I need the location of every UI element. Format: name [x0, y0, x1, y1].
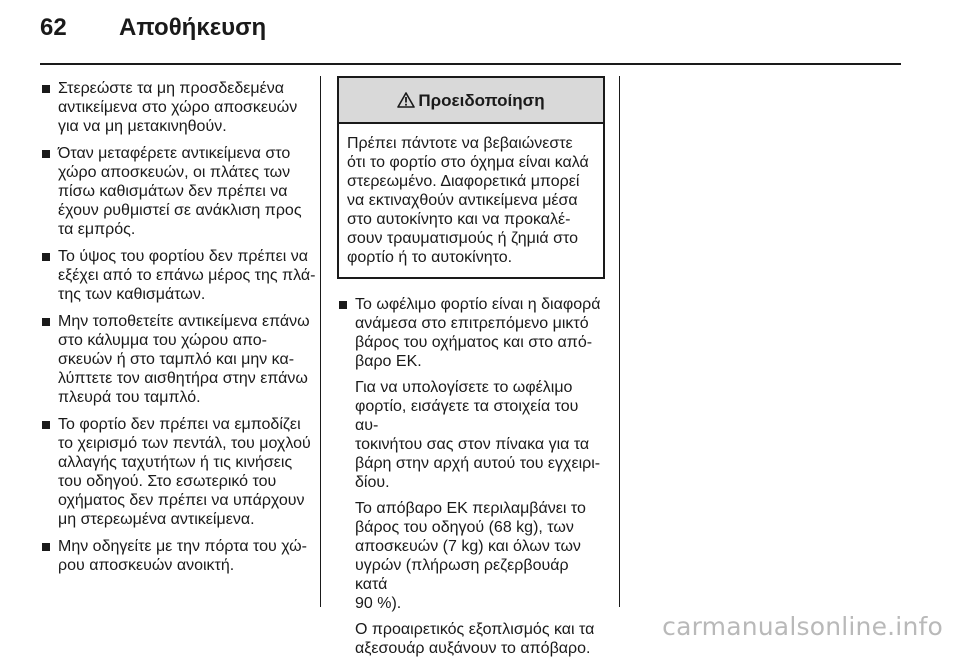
warning-text: Πρέπει πάντοτε να βεβαιώνεστε ότι το φορτίο στο όχημα είναι καλά στερεωμένο. Διαφορετικά μπορεί να εκτιναχθούν αντικείμενα μέσα στο αυτοκίνητο και να προκαλέ- σουν τραυματισμούς ή ζημιά στο φορτίο ή το αυτοκίνητο. [347, 135, 589, 266]
list-item: Μην οδηγείτε με την πόρτα του χώ- ρου αποσκευών ανοικτή. [40, 537, 320, 575]
page-number: 62 [40, 14, 67, 41]
bullet-square-icon [42, 85, 50, 93]
bullet-square-icon [339, 301, 347, 309]
warning-header [339, 78, 603, 124]
bullet-list [40, 79, 320, 575]
list-item: Το ύψος του φορτίου δεν πρέπει να εξέχει από το επάνω μέρος της πλά- της των καθισμάτων. [40, 247, 320, 304]
bullet-square-icon [42, 150, 50, 158]
column-divider [320, 76, 321, 607]
page-header [0, 0, 960, 60]
warning-box [337, 76, 605, 279]
paragraph: Το απόβαρο ΕΚ περιλαμβάνει το βάρος του οδηγού (68 kg), των αποσκευών (7 kg) και όλων των υγρών (πλήρωση ρεζερβουάρ κατά 90 %). [355, 500, 586, 612]
bullet-square-icon [42, 543, 50, 551]
list-item: Το ωφέλιμο φορτίο είναι η διαφορά ανάμεσα στο επιτρεπόμενο μικτό βάρος του οχήματος και στο από- βαρο ΕΚ. Για να υπολογίσετε το ωφέλιμο φορτίο, εισάγετε τα στοιχεία του αυ- τοκινήτου σας στον πίνακα για τα βάρη στην αρχή αυτού του εγχειρι- δίου. Το απόβαρο ΕΚ περιλαμβάνει το βάρος του οδηγού (68 kg), των αποσκευών (7 kg) και όλων των υγρών (πλήρωση ρεζερβουάρ κατά 90 %). Ο προαιρετικός εξοπλισμός και τα αξεσουάρ αυξάνουν το απόβαρο. [337, 295, 605, 658]
left-column [40, 79, 320, 583]
middle-column [337, 76, 605, 666]
warning-triangle-icon [397, 92, 415, 108]
bullet-square-icon [42, 318, 50, 326]
paragraph: Ο προαιρετικός εξοπλισμός και τα αξεσουάρ αυξάνουν το απόβαρο. [355, 621, 595, 657]
watermark: carmanualsonline.info [662, 612, 943, 641]
list-item: Όταν μεταφέρετε αντικείμενα στο χώρο αποσκευών, οι πλάτες των πίσω καθισμάτων δεν πρέπει να έχουν ρυθμιστεί σε ανάκλιση προς τα εμπρός. [40, 144, 320, 239]
page-title: Αποθήκευση [119, 14, 267, 41]
list-item: Μην τοποθετείτε αντικείμενα επάνω στο κάλυμμα του χώρου απο- σκευών ή στο ταμπλό και μην κα- λύπτετε τον αισθητήρα στην επάνω πλευρά του ταμπλό. [40, 312, 320, 407]
payload-section [337, 295, 605, 658]
list-item: Στερεώστε τα μη προσδεδεμένα αντικείμενα στο χώρο αποσκευών για να μη μετακινηθούν. [40, 79, 320, 136]
bullet-square-icon [42, 421, 50, 429]
column-divider [619, 76, 620, 607]
bullet-square-icon [42, 253, 50, 261]
header-divider [40, 63, 901, 65]
warning-title: Προειδοποίηση [418, 90, 545, 110]
paragraph: Για να υπολογίσετε το ωφέλιμο φορτίο, εισάγετε τα στοιχεία του αυ- τοκινήτου σας στον πίνακα για τα βάρη στην αρχή αυτού του εγχειρι- δίου. [355, 379, 601, 491]
list-item: Το φορτίο δεν πρέπει να εμποδίζει το χειρισμό των πεντάλ, του μοχλού αλλαγής ταχυτήτων ή τις κινήσεις του οδηγού. Στο εσωτερικό του οχήματος δεν πρέπει να υπάρχουν μη στερεωμένα αντικείμενα. [40, 415, 320, 529]
